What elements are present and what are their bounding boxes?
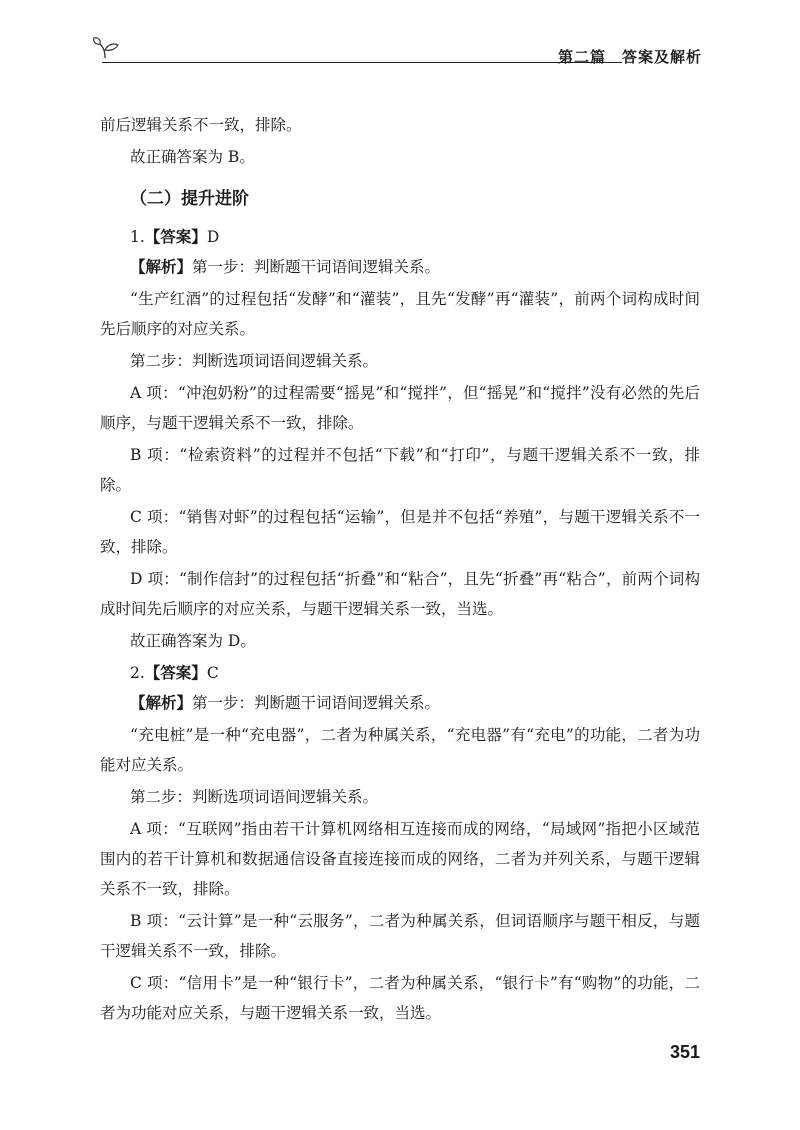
q2-step1: 第一步：判断题干词语间逻辑关系。 xyxy=(192,694,441,712)
q2-stem: “充电桩”是一种“充电器”，二者为种属关系，“充电器”有“充电”的功能，二者为功能对应关系。 xyxy=(100,726,700,774)
section-title: （二）提升进阶 xyxy=(130,189,249,209)
q1-option-b: B 项：“检索资料”的过程并不包括“下载”和“打印”，与题干逻辑关系不一致，排除。 xyxy=(100,446,700,494)
q2-option-c: C 项：“信用卡”是一种“银行卡”，二者为种属关系，“银行卡”有“购物”的功能，二者为功能对应关系，与题干逻辑关系一致，当选。 xyxy=(100,974,700,1022)
q2-step2: 第二步：判断选项词语间逻辑关系。 xyxy=(130,788,379,806)
q1-stem: “生产红酒”的过程包括“发酵”和“灌装”，且先“发酵”再“灌装”，前两个词构成时间先后顺序的对应关系。 xyxy=(100,290,700,338)
q1-conclusion: 故正确答案为 D。 xyxy=(130,632,256,650)
q1-option-c: C 项：“销售对虾”的过程包括“运输”，但是并不包括“养殖”，与题干逻辑关系不一致，排除。 xyxy=(100,508,700,556)
header-title: 第二篇 答案及解析 xyxy=(557,48,702,66)
q1-answer-line xyxy=(100,222,700,252)
q1-answer: D xyxy=(206,228,220,246)
q1-option-a: A 项：“冲泡奶粉”的过程需要“摇晃”和“搅拌”，但“摇晃”和“搅拌”没有必然的先后顺序，与题干逻辑关系不一致，排除。 xyxy=(100,384,700,432)
q2-analysis-line xyxy=(100,688,700,718)
leaf-icon xyxy=(92,36,120,60)
q2-answer: C xyxy=(206,664,219,682)
q1-step2: 第二步：判断选项词语间逻辑关系。 xyxy=(130,352,379,370)
answer-label: 【答案】 xyxy=(144,664,207,682)
analysis-label: 【解析】 xyxy=(130,258,193,276)
page-number: 351 xyxy=(669,1042,700,1062)
analysis-label: 【解析】 xyxy=(130,694,193,712)
q1-number: 1. xyxy=(130,228,145,246)
q2-answer-line xyxy=(100,658,700,688)
q1-step1: 第一步：判断题干词语间逻辑关系。 xyxy=(192,258,441,276)
page-header xyxy=(92,36,702,76)
q2-option-a: A 项：“互联网”指由若干计算机网络相互连接而成的网络，“局域网”指把小区域范围内的若干计算机和数据通信设备直接连接而成的网络，二者为并列关系，与题干逻辑关系不一致，排除。 xyxy=(100,820,700,898)
header-rule xyxy=(102,62,622,63)
q2-number: 2. xyxy=(130,664,145,682)
q2-option-b: B 项：“云计算”是一种“云服务”，二者为种属关系，但词语顺序与题干相反，与题干逻辑关系不一致，排除。 xyxy=(100,912,700,960)
q1-analysis-line xyxy=(100,252,700,282)
paragraph: 故正确答案为 B。 xyxy=(130,148,255,166)
page-content xyxy=(100,110,700,1030)
q1-option-d: D 项：“制作信封”的过程包括“折叠”和“粘合”，且先“折叠”再“粘合”，前两个词构成时间先后顺序的对应关系，与题干逻辑关系一致，当选。 xyxy=(100,570,700,618)
paragraph: 前后逻辑关系不一致，排除。 xyxy=(100,116,302,134)
answer-label: 【答案】 xyxy=(144,228,207,246)
